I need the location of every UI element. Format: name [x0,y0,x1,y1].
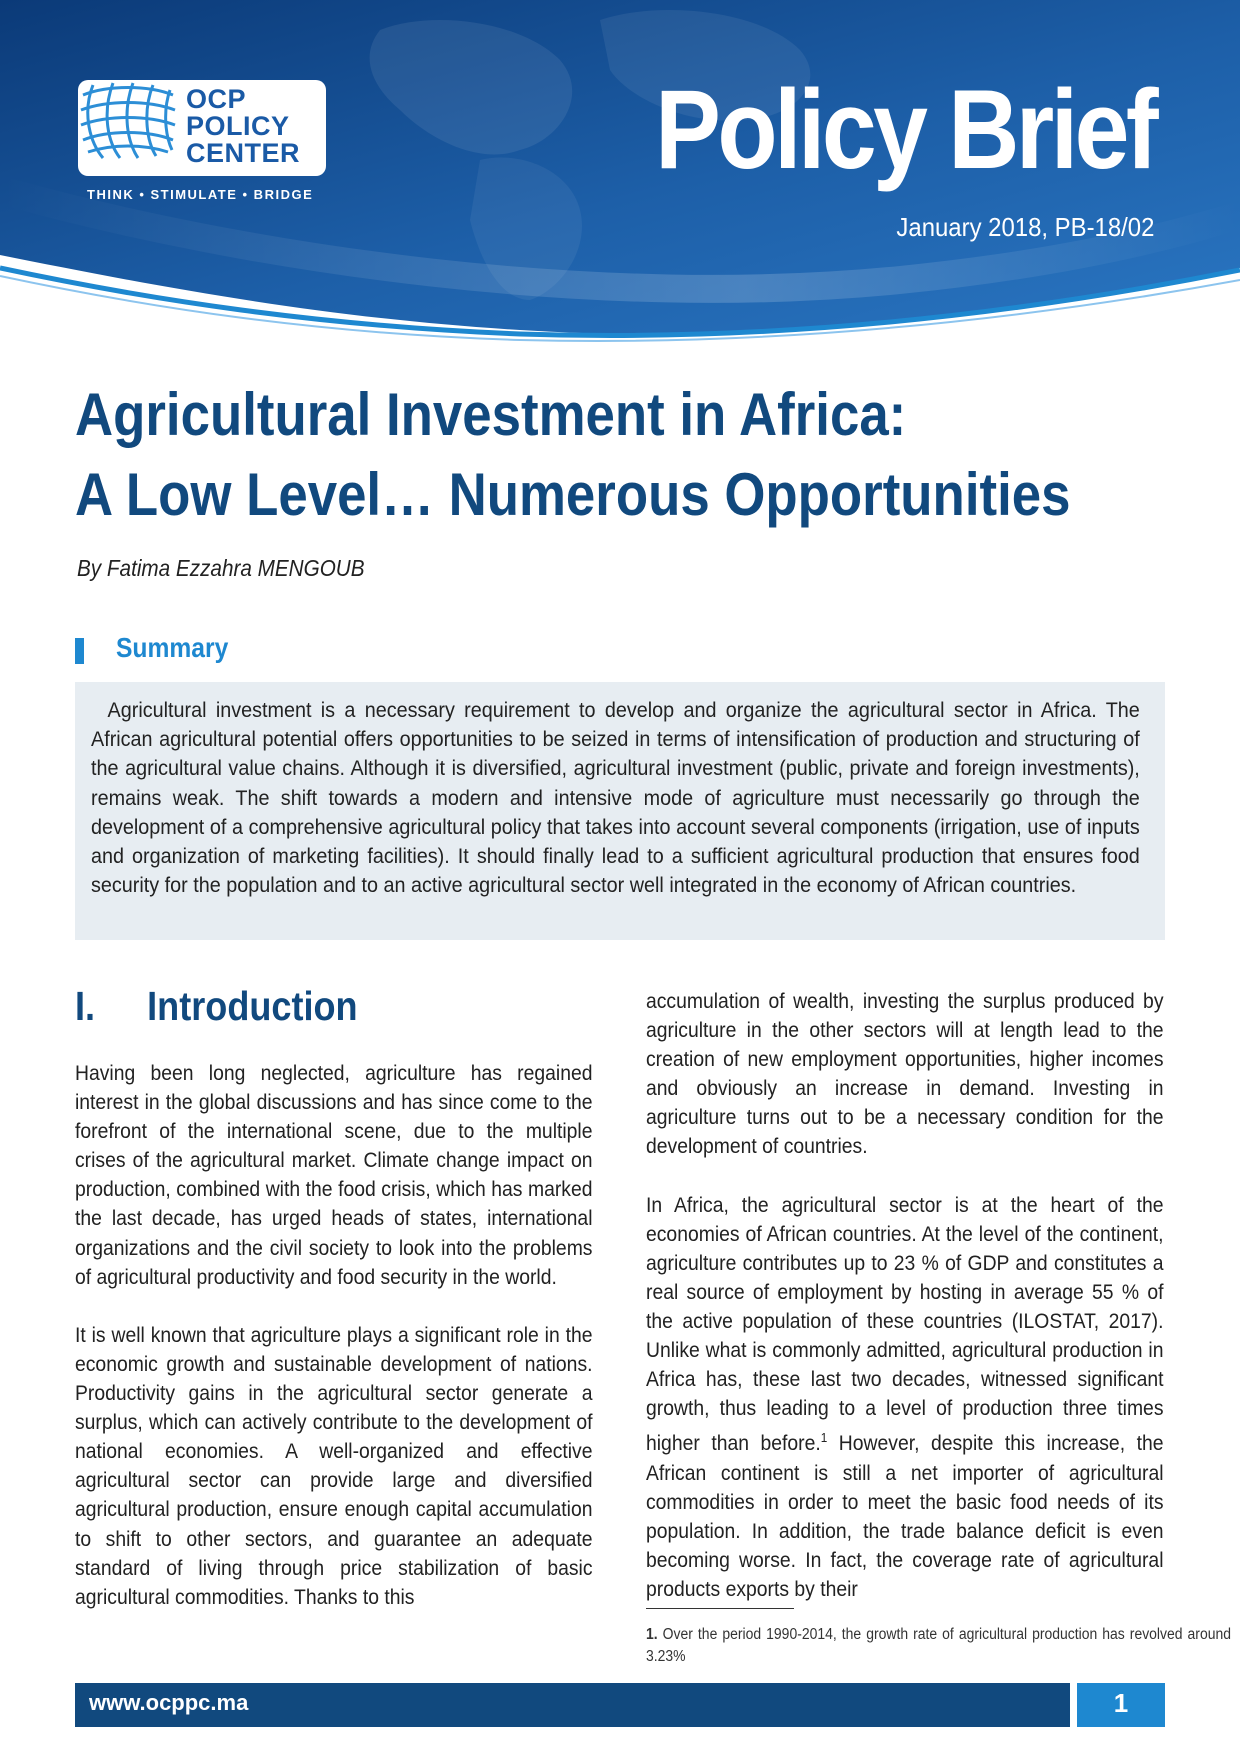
article-title-line-2: A Low Level… Numerous Opportunities [75,461,1071,528]
logo-line-policy: POLICY [186,111,290,141]
logo-line-center: CENTER [186,138,301,168]
intro-paragraph-3: accumulation of wealth, investing the surplus produced by agriculture in the other sectors will at length lead to the creation of new employment opportunities, higher incomes and obviously an increase in demand. Investing in agriculture turns out to be a necessary condition for the development of countries. [646,989,1164,1159]
section-heading-introduction [75,983,358,1030]
intro-paragraph-4-part-2: However, despite this increase, the African continent is still a net importer of agricultural commodities in order to meet the basic food needs of its population. In addition, the trade balance deficit is even becoming worse. In fact, the coverage rate of agricultural products exports by their [646,1431,1164,1602]
logo-line-ocp: OCP [186,84,247,114]
brief-date: January 2018, PB-18/02 [896,212,1154,242]
footnote [646,1624,1231,1668]
ocp-logo [78,80,326,176]
author-byline: By Fatima Ezzahra MENGOUB [77,555,365,581]
intro-paragraph-1: Having been long neglected, agriculture has regained interest in the global discussions and has since come to the forefront of the international scene, due to the multiple crises of the agricultural market. Climate change impact on production, combined with the food crisis, which has marked the last decade, has urged heads of states, international organizations and the civil society to look into the problems of agricultural productivity and food security in the world. [75,1061,593,1289]
footnote-divider [646,1608,794,1609]
footnote-reference[interactable]: 1 [820,1430,828,1446]
section-number: I. [75,983,96,1029]
globe-grid-icon [78,80,178,160]
left-column [75,1059,593,1641]
header-band [0,0,1240,345]
policy-brief-title: Policy Brief [654,67,1155,192]
intro-paragraph-4-part-1: In Africa, the agricultural sector is at the heart of the economies of African countries. At the level of the continent, agriculture contributes up to 23 % of GDP and constitutes a real source of employment by hosting in average 55 % of the active population of these countries (ILOSTAT, 2017). Unlike what is commonly admitted, agricultural production in Africa has, these last two decades, witnessed significant growth, thus leading to a level of production three times higher than before. [646,1192,1164,1456]
intro-paragraph-4 [646,1191,1164,1604]
section-title: Introduction [147,983,358,1029]
page-number: 1 [1113,1688,1129,1718]
logo-wordmark [186,86,324,167]
article-title [75,375,1071,535]
right-column [646,987,1164,1633]
summary-text: Agricultural investment is a necessary requirement to develop and organize the agricultural sector in Africa. The African agricultural potential offers opportunities to be seized in terms of intensification of production and structuring of the agricultural value chains. Although it is diversified, agricultural investment (public, private and foreign investments), remains weak. The shift towards a modern and intensive mode of agriculture must necessarily go through the development of a comprehensive agricultural policy that takes into account several components (irrigation, use of inputs and organization of marketing facilities). It should finally lead to a sufficient agricultural production that ensures food security for the population and to an active agricultural sector well integrated in the economy of African countries. [91,698,1140,898]
article-title-line-1: Agricultural Investment in Africa: [75,381,907,448]
summary-accent-bar [75,638,84,664]
summary-heading: Summary [116,632,229,663]
footnote-number: 1. [646,1626,658,1643]
footer-website-link[interactable]: www.ocppc.ma [89,1690,249,1715]
logo-tagline: THINK • STIMULATE • BRIDGE [87,187,314,202]
intro-paragraph-2: It is well known that agriculture plays a significant role in the economic growth and sustainable development of nations. Productivity gains in the agricultural sector generate a surplus, which can actively contribute to the development of national economies. A well-organized and effective agricultural sector can provide large and diversified agricultural production, ensure enough capital accumulation to shift to other sectors, and guarantee an adequate standard of living through price stabilization of basic agricultural commodities. Thanks to this [75,1322,593,1609]
footnote-text: Over the period 1990-2014, the growth rate of agricultural production has revolved around 3.23% [646,1626,1231,1665]
